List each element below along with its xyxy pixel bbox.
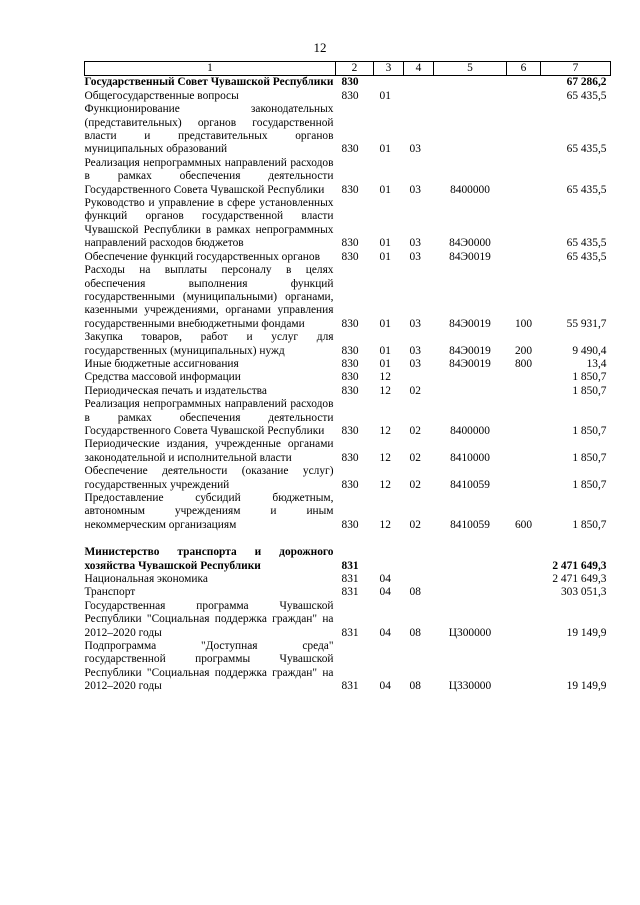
- row-code-section: 04: [379, 586, 391, 599]
- row-code-target: 8400000: [450, 424, 490, 437]
- row-code-expense-type: [507, 103, 541, 157]
- header-col-1: 1: [85, 62, 336, 76]
- row-code-expense-type: [507, 640, 541, 694]
- row-amount: 65 435,5: [566, 237, 607, 250]
- row-name: Функционирование законодательных (представительных) органов государственной власти и представительных органов муниципальных образований: [84, 103, 334, 156]
- row-code-section: 12: [379, 451, 391, 464]
- row-code-target: [434, 76, 507, 90]
- row-code-section: 12: [379, 518, 391, 531]
- row-code-subsection: 02: [409, 478, 421, 491]
- row-code-subsection: 03: [409, 344, 421, 357]
- table-row: [85, 492, 611, 532]
- table-body: [85, 76, 611, 694]
- row-code-target: 84Э0000: [449, 237, 491, 250]
- row-name: Обеспечение деятельности (оказание услуг) государственных учреждений: [84, 465, 334, 491]
- row-code-section: 12: [379, 384, 391, 397]
- row-code-target: 84Э0019: [449, 250, 491, 263]
- row-name: Иные бюджетные ассигнования: [84, 357, 239, 370]
- row-code-subsection: 02: [409, 424, 421, 437]
- row-name: Средства массовой информации: [84, 371, 241, 384]
- row-code-admin: 830: [341, 143, 359, 156]
- row-code-section: 01: [379, 237, 391, 250]
- row-code-subsection: [404, 546, 434, 573]
- row-code-admin: 831: [341, 680, 359, 693]
- row-amount: 19 149,9: [566, 680, 607, 693]
- row-code-subsection: 03: [409, 357, 421, 370]
- row-code-target: 84Э0019: [449, 317, 491, 330]
- row-amount: 1 850,7: [572, 518, 607, 531]
- row-code-target: 8400000: [450, 183, 490, 196]
- row-code-expense-type: [507, 385, 541, 398]
- row-code-expense-type: [507, 76, 541, 90]
- row-code-subsection: [404, 90, 434, 103]
- row-code-target: 84Э0019: [449, 344, 491, 357]
- row-code-admin: 830: [341, 518, 359, 531]
- table-row: [85, 76, 611, 90]
- row-code-section: [374, 546, 404, 573]
- row-code-section: 01: [379, 344, 391, 357]
- table-row: [85, 465, 611, 492]
- table-row: [85, 157, 611, 197]
- row-code-admin: 830: [341, 89, 359, 102]
- row-code-section: 01: [379, 357, 391, 370]
- row-name: Периодические издания, учрежденные органами законодательной и исполнительной власти: [84, 438, 334, 464]
- row-code-expense-type: 800: [514, 357, 533, 370]
- row-amount: 1 850,7: [572, 451, 607, 464]
- row-name: Реализация непрограммных направлений расходов в рамках обеспечения деятельности Государственного Совета Чувашской Республики: [84, 156, 334, 196]
- row-name: Государственная программа Чувашской Республики "Социальная поддержка граждан" на 2012–2020 годы: [84, 599, 334, 639]
- row-code-target: [434, 385, 507, 398]
- row-amount: 55 931,7: [566, 317, 607, 330]
- row-code-subsection: [404, 371, 434, 384]
- header-col-3: 3: [374, 62, 404, 76]
- row-code-admin: 830: [341, 424, 359, 437]
- spacer-cell: [85, 532, 611, 546]
- row-name: Транспорт: [84, 586, 136, 599]
- row-code-section: 12: [379, 478, 391, 491]
- row-name: Расходы на выплаты персоналу в целях обеспечения выполнения функций государственными (муниципальными) органами, казенными учреждениями, органами управления государственными внебюджетными фондами: [84, 264, 334, 330]
- row-code-section: 01: [379, 183, 391, 196]
- row-code-section: 04: [379, 573, 391, 586]
- row-code-admin: 830: [341, 344, 359, 357]
- row-code-expense-type: [507, 573, 541, 586]
- row-code-subsection: [404, 573, 434, 586]
- row-code-expense-type: [507, 90, 541, 103]
- table-row: [85, 600, 611, 640]
- row-code-admin: 830: [341, 76, 359, 89]
- row-code-target: 8410000: [450, 451, 490, 464]
- row-code-subsection: 08: [409, 586, 421, 599]
- row-code-target: Ц330000: [448, 680, 492, 693]
- table-row: [85, 398, 611, 438]
- row-name: Предоставление субсидий бюджетным, автономным учреждениям и иным некоммерческим организациям: [84, 492, 334, 531]
- page-number: 12: [313, 40, 327, 55]
- table-row: [85, 438, 611, 465]
- row-code-target: [434, 573, 507, 586]
- row-code-target: [434, 90, 507, 103]
- table-row: [85, 331, 611, 358]
- row-code-subsection: [404, 76, 434, 90]
- table-row: [85, 546, 611, 573]
- row-code-admin: 830: [341, 384, 359, 397]
- row-code-target: 84Э0019: [449, 357, 491, 370]
- row-amount: 1 850,7: [572, 424, 607, 437]
- table-row: [85, 573, 611, 586]
- row-code-section: 12: [379, 371, 391, 384]
- row-code-target: 8410059: [450, 518, 490, 531]
- row-amount: 65 435,5: [566, 143, 607, 156]
- row-code-expense-type: [507, 600, 541, 640]
- row-code-expense-type: [507, 157, 541, 197]
- row-code-admin: 831: [341, 626, 359, 639]
- row-name: Обеспечение функций государственных органов: [84, 250, 320, 263]
- row-code-section: 04: [379, 680, 391, 693]
- table-row: [85, 385, 611, 398]
- row-code-section: 01: [379, 250, 391, 263]
- row-code-subsection: 03: [409, 143, 421, 156]
- row-code-expense-type: [507, 586, 541, 599]
- row-code-subsection: 08: [409, 626, 421, 639]
- row-code-subsection: 02: [409, 518, 421, 531]
- row-code-expense-type: [507, 197, 541, 251]
- row-code-section: 01: [379, 89, 391, 102]
- row-amount: 65 435,5: [566, 183, 607, 196]
- header-col-7: 7: [541, 62, 611, 76]
- row-code-subsection: 03: [409, 317, 421, 330]
- row-amount: 2 471 649,3: [552, 573, 607, 586]
- header-col-2: 2: [336, 62, 374, 76]
- row-code-subsection: 03: [409, 250, 421, 263]
- row-amount: 2 471 649,3: [552, 559, 607, 572]
- row-code-target: Ц300000: [448, 626, 492, 639]
- row-code-expense-type: [507, 438, 541, 465]
- table-row: [85, 264, 611, 331]
- row-code-admin: 830: [341, 317, 359, 330]
- row-amount: 1 850,7: [572, 384, 607, 397]
- row-amount: 9 490,4: [572, 344, 607, 357]
- row-code-admin: 831: [341, 573, 359, 586]
- row-name: Периодическая печать и издательства: [84, 384, 267, 397]
- row-code-section: 04: [379, 626, 391, 639]
- row-code-admin: 831: [341, 586, 359, 599]
- row-code-expense-type: [507, 546, 541, 573]
- table-row: [85, 586, 611, 599]
- row-code-target: [434, 103, 507, 157]
- row-code-section: 12: [379, 424, 391, 437]
- row-name: Национальная экономика: [84, 573, 208, 586]
- table-row: [85, 197, 611, 251]
- header-col-5: 5: [434, 62, 507, 76]
- row-name: Закупка товаров, работ и услуг для государственных (муниципальных) нужд: [84, 331, 334, 357]
- row-code-expense-type: [507, 465, 541, 492]
- table-row: [85, 371, 611, 384]
- table-row: [85, 90, 611, 103]
- row-amount: 65 435,5: [566, 89, 607, 102]
- row-code-target: 8410059: [450, 478, 490, 491]
- row-code-expense-type: 600: [514, 518, 533, 531]
- row-amount: 13,4: [586, 357, 607, 370]
- row-amount: 1 850,7: [572, 478, 607, 491]
- row-code-subsection: 02: [409, 451, 421, 464]
- row-amount: 19 149,9: [566, 626, 607, 639]
- spacer-row: [85, 532, 611, 546]
- row-amount: 303 051,3: [560, 586, 607, 599]
- row-code-subsection: 02: [409, 384, 421, 397]
- table-row: [85, 103, 611, 157]
- row-code-admin: 830: [341, 183, 359, 196]
- row-amount: 65 435,5: [566, 250, 607, 263]
- row-code-target: [434, 586, 507, 599]
- table-row: [85, 251, 611, 264]
- row-code-expense-type: [507, 398, 541, 438]
- row-code-target: [434, 371, 507, 384]
- row-code-subsection: 03: [409, 183, 421, 196]
- row-name: Государственный Совет Чувашской Республики: [84, 76, 334, 89]
- row-code-section: 01: [379, 143, 391, 156]
- row-code-expense-type: [507, 371, 541, 384]
- header-row: [85, 62, 611, 76]
- row-code-expense-type: [507, 251, 541, 264]
- table-row: [85, 358, 611, 371]
- row-code-expense-type: 200: [514, 344, 533, 357]
- header-col-6: 6: [507, 62, 541, 76]
- row-name: Руководство и управление в сфере установленных функций органов государственной власти Чувашской Республики в рамках непрограммных направлений расходов бюджетов: [84, 197, 334, 250]
- row-name: Общегосударственные вопросы: [84, 89, 239, 102]
- table-row: [85, 640, 611, 694]
- row-name: Подпрограмма "Доступная среда" государственной программы Чувашской Республики "Социальная поддержка граждан" на 2012–2020 годы: [84, 640, 334, 693]
- budget-table: [84, 61, 611, 694]
- row-code-admin: 830: [341, 250, 359, 263]
- row-code-admin: 830: [341, 371, 359, 384]
- row-code-admin: 830: [341, 357, 359, 370]
- table-header: [85, 62, 611, 76]
- row-code-section: 01: [379, 317, 391, 330]
- row-code-admin: 830: [341, 451, 359, 464]
- row-code-subsection: 08: [409, 680, 421, 693]
- row-code-admin: 830: [341, 237, 359, 250]
- row-code-subsection: 03: [409, 237, 421, 250]
- row-code-target: [434, 546, 507, 573]
- row-amount: 1 850,7: [572, 371, 607, 384]
- row-name: Реализация непрограммных направлений расходов в рамках обеспечения деятельности Государственного Совета Чувашской Республики: [84, 398, 334, 437]
- row-code-expense-type: 100: [514, 317, 533, 330]
- row-name: Министерство транспорта и дорожного хозяйства Чувашской Республики: [84, 546, 334, 572]
- row-code-admin: 830: [341, 478, 359, 491]
- row-code-section: [374, 76, 404, 90]
- row-amount: 67 286,2: [566, 76, 607, 89]
- row-code-admin: 831: [341, 559, 359, 572]
- header-col-4: 4: [404, 62, 434, 76]
